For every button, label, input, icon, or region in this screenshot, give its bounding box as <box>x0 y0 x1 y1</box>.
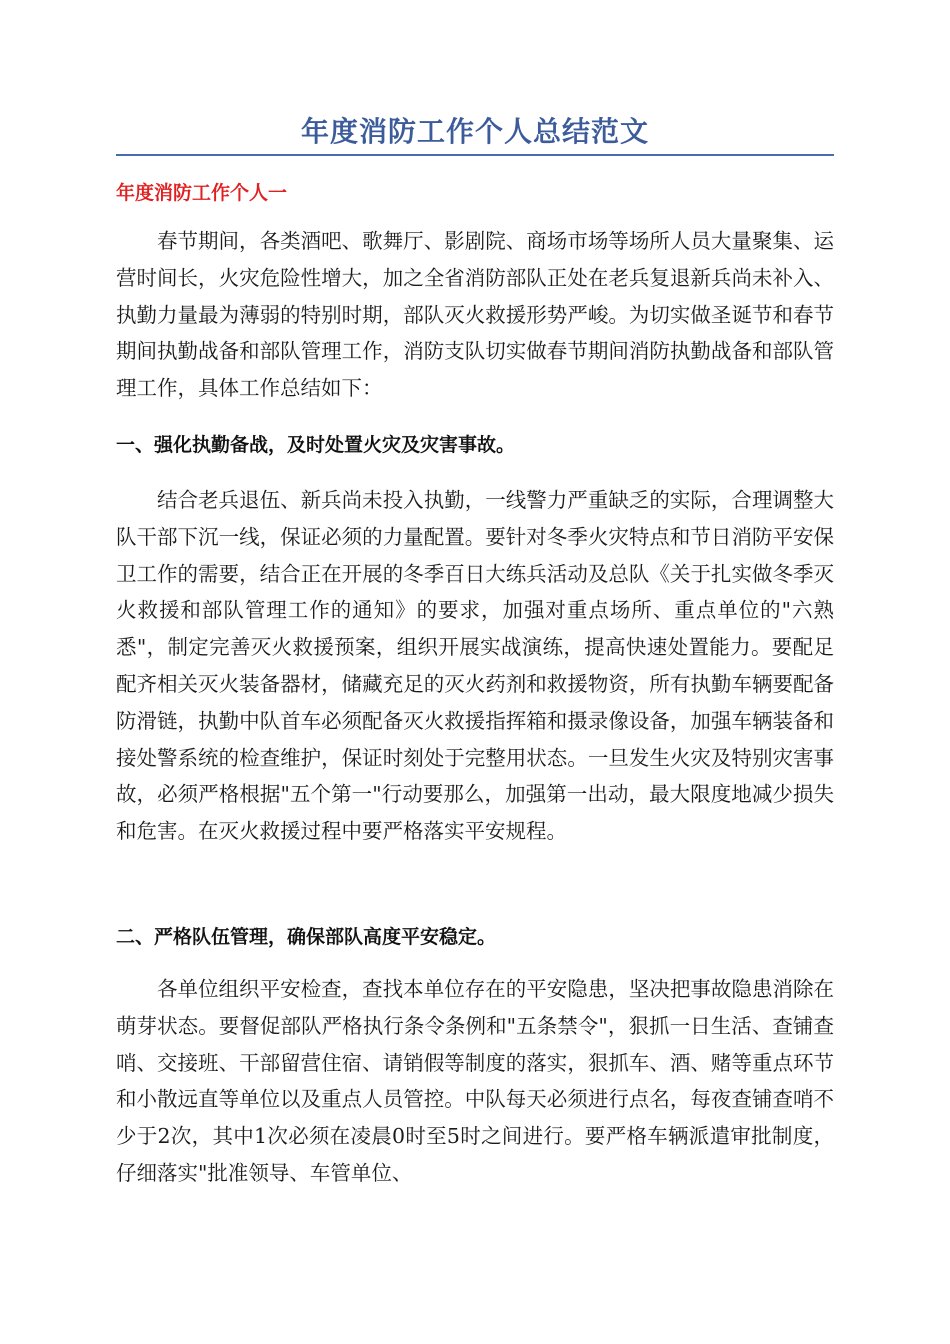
document-title: 年度消防工作个人总结范文 <box>300 115 649 148</box>
paragraph-2: 各单位组织平安检查，查找本单位存在的平安隐患，坚决把事故隐患消除在萌芽状态。要督促部队严格执行条令条例和"五条禁令"，狠抓一日生活、查铺查哨、交接班、干部留营住宿、请销假等制度的落实，狠抓车、酒、赌等重点环节和小散远直等单位以及重点人员管控。中队每天必须进行点名，每夜查铺查哨不少于2次，其中1次必须在凌晨0时至5时之间进行。要严格车辆派遣审批制度，仔细落实"批准领导、车管单位、 <box>116 977 834 1185</box>
section-title: 年度消防工作个人一 <box>116 182 288 204</box>
intro-paragraph: 春节期间，各类酒吧、歌舞厅、影剧院、商场市场等场所人员大量聚集、运营时间长，火灾危险性增大，加之全省消防部队正处在老兵复退新兵尚未补入、执勤力量最为薄弱的特别时期，部队灭火救援形势严峻。为切实做圣诞节和春节期间执勤战备和部队管理工作，消防支队切实做春节期间消防执勤战备和部队管理工作，具体工作总结如下： <box>116 229 834 401</box>
paragraph-1: 结合老兵退伍、新兵尚未投入执勤，一线警力严重缺乏的实际，合理调整大队干部下沉一线，保证必须的力量配置。要针对冬季火灾特点和节日消防平安保卫工作的需要，结合正在开展的冬季百日大练兵活动及总队《关于扎实做冬季灭火救援和部队管理工作的通知》的要求，加强对重点场所、重点单位的"六熟悉"，制定完善灭火救援预案，组织开展实战演练，提高快速处置能力。要配足配齐相关灭火装备器材，储藏充足的灭火药剂和救援物资，所有执勤车辆要配备防滑链，执勤中队首车必须配备灭火救援指挥箱和摄录像设备，加强车辆装备和接处警系统的检查维护，保证时刻处于完整用状态。一旦发生火灾及特别灾害事故，必须严格根据"五个第一"行动要那么，加强第一出动，最大限度地减少损失和危害。在灭火救援过程中要严格落实平安规程。 <box>116 488 834 844</box>
title-underline <box>116 154 834 156</box>
heading-1: 一、强化执勤备战，及时处置火灾及灾害事故。 <box>116 434 516 456</box>
heading-2: 二、严格队伍管理，确保部队高度平安稳定。 <box>116 926 497 948</box>
